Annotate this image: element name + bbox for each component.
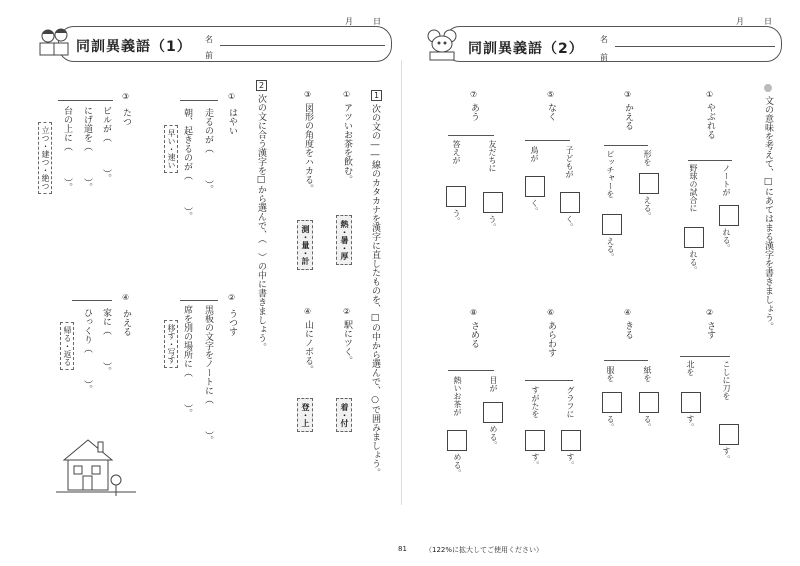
s2-q4-number: ④ xyxy=(122,293,130,302)
s2-q1-line1: 走るのが（ ）。 xyxy=(203,108,213,194)
r-q6-number: ⑥ xyxy=(547,308,555,317)
s2-q3-line3: 台の上に（ ）。 xyxy=(62,106,72,192)
r-q5-b-end: く。 xyxy=(530,199,539,215)
r-q5-a: 子どもが xyxy=(565,146,574,178)
s2-q2-choices: 移す・写す xyxy=(164,320,178,368)
s2-q1-brace xyxy=(180,100,218,101)
s2-q1-choices: 早い・速い xyxy=(164,125,178,173)
r-q6-b-box[interactable] xyxy=(525,430,545,451)
r-q4-b-box[interactable] xyxy=(602,392,622,413)
r-q7-a: 友だちに xyxy=(488,140,497,172)
name-label-bottom-left: 前 xyxy=(205,51,213,60)
s2-q3-line2: にげ道を（ ）。 xyxy=(82,106,92,192)
r-q5-b-box[interactable] xyxy=(525,176,545,197)
r-q3-a: 形を xyxy=(643,150,652,166)
r-q5-number: ⑤ xyxy=(547,90,555,99)
s2-q4-heading: かえる xyxy=(121,309,131,336)
r-q6-a: グラフに xyxy=(566,386,575,418)
mouse-character-icon xyxy=(424,28,460,62)
s2-q3-heading: たつ xyxy=(121,108,131,126)
r-q5-a-end: く。 xyxy=(565,215,574,231)
s1-q4-number: ④ xyxy=(304,307,312,316)
s2-q3-line1: ビルが（ ）。 xyxy=(101,106,111,183)
section-2-number: 2 xyxy=(256,80,267,91)
r-q7-b-box[interactable] xyxy=(446,186,466,207)
r-q6-b: すがたを xyxy=(531,386,540,418)
r-q4-b-end: る。 xyxy=(606,415,615,431)
name-label-bottom-right: 前 xyxy=(600,53,608,62)
page-number: 81 xyxy=(398,545,407,553)
s2-q4-brace xyxy=(72,300,112,301)
r-q2-a: こしに刀を xyxy=(722,360,731,400)
s1-q4-text: 山にノボる。 xyxy=(303,320,313,374)
r-q8-a: 目が xyxy=(489,376,498,392)
r-q7-a-box[interactable] xyxy=(483,192,503,213)
r-q8-a-end: める。 xyxy=(489,425,498,449)
r-q3-brace xyxy=(604,145,648,146)
s2-q3-number: ③ xyxy=(122,92,130,101)
r-q2-heading: さす xyxy=(705,321,715,339)
month-label-left: 月 xyxy=(345,17,353,26)
name-write-line-right xyxy=(615,46,775,47)
r-q2-b-end: す。 xyxy=(686,415,695,431)
s2-q3-brace xyxy=(58,100,113,101)
day-label-left: 日 xyxy=(373,17,381,26)
s1-q3-choices: 測・量・計 xyxy=(297,220,313,270)
section-1-number: 1 xyxy=(371,90,382,101)
r-q1-b-box[interactable] xyxy=(684,227,704,248)
s2-q3-choices: 立つ・建つ・絶つ xyxy=(38,122,52,194)
s1-q1-text: アツいお茶を飲む。 xyxy=(342,103,352,184)
r-q7-a-end: う。 xyxy=(488,215,497,231)
r-q1-a-box[interactable] xyxy=(719,205,739,226)
r-q2-b: 北を xyxy=(686,360,695,376)
r-q7-brace xyxy=(448,135,494,136)
r-q1-heading: やぶれる xyxy=(705,103,715,139)
r-q3-b: ピッチャーを xyxy=(606,150,615,198)
r-q1-a: ノートが xyxy=(722,164,731,196)
page-gutter xyxy=(401,60,402,505)
r-q4-heading: きる xyxy=(623,321,633,339)
r-q4-b: 服を xyxy=(606,366,615,382)
s2-q1-number: ① xyxy=(228,92,236,101)
r-q8-heading: さめる xyxy=(469,321,479,348)
r-q8-number: ⑧ xyxy=(470,308,478,317)
r-q3-number: ③ xyxy=(624,90,632,99)
r-q3-b-box[interactable] xyxy=(602,214,622,235)
r-q6-a-end: す。 xyxy=(566,453,575,469)
right-page-title: 同訓異義語（2） xyxy=(468,41,584,57)
name-label-top-right: 名 xyxy=(600,35,608,44)
r-q8-b-end: める。 xyxy=(453,453,462,477)
r-q2-a-end: す。 xyxy=(722,447,731,463)
r-q8-brace xyxy=(448,370,494,371)
name-write-line-left xyxy=(220,45,385,46)
r-q7-number: ⑦ xyxy=(470,90,478,99)
s1-q2-choices: 着・付 xyxy=(336,398,352,432)
house-illustration xyxy=(56,430,136,500)
r-q3-a-box[interactable] xyxy=(639,173,659,194)
s2-q2-number: ② xyxy=(228,293,236,302)
r-q8-a-box[interactable] xyxy=(483,402,503,423)
r-q5-b: 鳥が xyxy=(530,146,539,162)
s2-q4-choices: 帰る・返る xyxy=(60,322,74,370)
r-q2-a-box[interactable] xyxy=(719,424,739,445)
right-instruction: 文の意味を考えて、□にあてはまる漢字を書きましょう。 xyxy=(763,96,773,331)
s1-q1-choices: 熱・暑・厚 xyxy=(336,215,352,265)
s1-q2-number: ② xyxy=(343,307,351,316)
r-q6-heading: あらわす xyxy=(546,321,556,357)
s2-q4-line1: 家に（ ）。 xyxy=(101,308,111,376)
s1-q2-text: 駅にツく。 xyxy=(342,320,352,365)
r-q5-brace xyxy=(525,140,570,141)
r-q1-a-end: れる。 xyxy=(722,228,731,252)
r-q4-number: ④ xyxy=(624,308,632,317)
r-q4-brace xyxy=(604,360,648,361)
r-q4-a-end: る。 xyxy=(643,415,652,431)
s2-q2-line1: 黒板の文字をノートに（ ）。 xyxy=(203,305,213,445)
r-q6-b-end: す。 xyxy=(531,453,540,469)
r-q4-a: 紙を xyxy=(643,366,652,382)
r-q4-a-box[interactable] xyxy=(639,392,659,413)
section-2-instruction: 次の文に合う漢字を□から選んで、（ ）の中に書きましょう。 xyxy=(256,94,266,352)
r-q1-brace xyxy=(688,160,732,161)
r-q6-a-box[interactable] xyxy=(561,430,581,451)
enlarge-note: （122%に拡大してご使用ください） xyxy=(425,546,544,554)
r-q2-brace xyxy=(680,356,730,357)
r-q7-b-end: う。 xyxy=(452,209,461,225)
s2-q1-heading: はやい xyxy=(227,108,237,135)
r-q1-b: 野球の試合に xyxy=(689,164,698,212)
name-label-top-left: 名 xyxy=(205,35,213,44)
r-q3-b-end: える。 xyxy=(606,237,615,261)
r-q6-brace xyxy=(525,380,573,381)
s2-q2-brace xyxy=(180,300,218,301)
s1-q1-number: ① xyxy=(343,90,351,99)
r-q1-number: ① xyxy=(706,90,714,99)
s2-q2-line2: 席を別の場所に（ ）。 xyxy=(182,305,192,418)
r-q5-heading: なく xyxy=(546,103,556,121)
s2-q1-line2: 朝、起きるのが（ ）。 xyxy=(182,108,192,221)
r-q3-heading: かえる xyxy=(623,103,633,130)
s1-q3-text: 図形の角度をハカる。 xyxy=(303,103,313,193)
day-label-right: 日 xyxy=(764,17,772,26)
r-q8-b-box[interactable] xyxy=(447,430,467,451)
section-1-instruction: 次の文の――線のカタカナを漢字に直したものを、□の中から選んで、○で囲みましょう。 xyxy=(370,104,380,477)
s1-q4-choices: 登・上 xyxy=(297,398,313,432)
s2-q4-line2: ひっくり（ ）。 xyxy=(82,308,92,394)
r-q5-a-box[interactable] xyxy=(560,192,580,213)
s1-q3-number: ③ xyxy=(304,90,312,99)
s2-q2-heading: うつす xyxy=(227,309,237,336)
r-q2-b-box[interactable] xyxy=(681,392,701,413)
r-q1-b-end: れる。 xyxy=(689,250,698,274)
r-q2-number: ② xyxy=(706,308,714,317)
r-q7-b: 答えが xyxy=(452,140,461,164)
r-q7-heading: あう xyxy=(469,103,479,121)
instruction-bullet-icon xyxy=(764,84,772,92)
month-label-right: 月 xyxy=(736,17,744,26)
r-q3-a-end: える。 xyxy=(643,196,652,220)
r-q8-b: 熱いお茶が xyxy=(453,376,462,416)
left-page-title: 同訓異義語（1） xyxy=(76,39,192,55)
kids-reading-icon xyxy=(36,26,72,62)
